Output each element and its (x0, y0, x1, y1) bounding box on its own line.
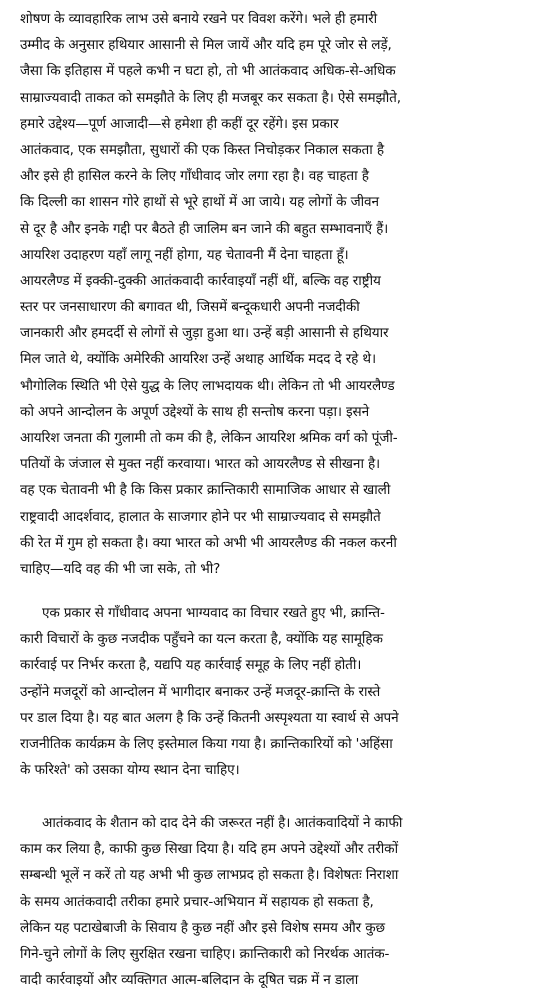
text-line: को अपने आन्दोलन के अपूर्ण उद्देश्यों के साथ ही सन्तोष करना पड़ा। इसने (20, 403, 369, 420)
text-line: आतंकवाद, एक समझौता, सुधारों की एक किस्त निचोड़कर निकाल सकता है (20, 141, 384, 158)
text-line: चाहिए—यदि वह की भी जा सके, तो भी? (20, 560, 221, 577)
text-line: सम्बन्धी भूलें न करें तो यह अभी भी कुछ लाभप्रद हो सकता है। विशेषतः निराशा (20, 867, 399, 884)
text-line: भौगोलिक स्थिति भी ऐसे युद्ध के लिए लाभदायक थी। लेकिन तो भी आयरलैण्ड (20, 377, 395, 394)
text-line: काम कर लिया है, काफी कुछ सिखा दिया है। यदि हम अपने उद्देश्यों और तरीकों (20, 841, 398, 858)
text-line: आयरिश जनता की गुलामी तो कम की है, लेकिन आयरिश श्रमिक वर्ग को पूंजी- (20, 430, 398, 446)
text-line: लेकिन यह पटाखेबाजी के सिवाय है कुछ नहीं और इसे विशेष समय और कुछ (20, 919, 385, 936)
text-line: मिल जाते थे, क्योंकि अमेरिकी आयरिश उन्हें अथाह आर्थिक मदद दे रहे थे। (20, 351, 376, 368)
text-line: वह एक चेतावनी भी है कि किस प्रकार क्रान्तिकारी सामाजिक आधार से खाली (20, 482, 391, 499)
text-line: गिने-चुने लोगों के लिए सुरक्षित रखना चाहिए। क्रान्तिकारी को निरर्थक आतंक- (20, 945, 390, 962)
text-line: राजनीतिक कार्यक्रम के लिए इस्तेमाल किया गया है। क्रान्तिकारियों को 'अहिंसा (20, 735, 393, 752)
text-line: और इसे ही हासिल करने के लिए गाँधीवाद जोर लगा रहा है। वह चाहता है (20, 168, 369, 185)
text-line: उन्होंने मजदूरों को आन्दोलन में भागीदार बनाकर उन्हें मजदूर-क्रान्ति के रास्ते (20, 683, 381, 700)
text-line: राष्ट्रवादी आदर्शवाद, हालात के साजगार होने पर भी साम्राज्यवाद से समझौते (20, 508, 381, 525)
text-line: शोषण के व्यावहारिक लाभ उसे बनाये रखने पर विवश करेंगे। भले ही हमारी (20, 11, 378, 27)
text-line: के फरिश्ते' को उसका योग्य स्थान देना चाहिए। (20, 762, 240, 779)
text-line: कार्रवाई पर निर्भर करता है, यद्यपि यह कार्रवाई समूह के लिए नहीं होती। (20, 657, 362, 674)
text-line: के समय आतंकवादी तरीका हमारे प्रचार-अभियान में सहायक हो सकता है, (20, 893, 374, 910)
text-line: आयरिश उदाहरण यहाँ लागू नहीं होगा, यह चेतावनी मैं देना चाहता हूँ। (20, 246, 349, 263)
paragraph-3 (20, 810, 532, 993)
text-line: कि दिल्ली का शासन गोरे हाथों से भूरे हाथों में आ जाये। यह लोगों के जीवन (20, 194, 379, 211)
paragraph-1 (20, 6, 532, 582)
text-line: कारी विचारों के कुछ नजदीक पहुँचने का यत्न करता है, क्योंकि यह सामूहिक (20, 631, 383, 648)
text-line: जैसा कि इतिहास में पहले कभी न घटा हो, तो भी आतंकवाद अधिक-से-अधिक (20, 63, 396, 80)
text-line: साम्राज्यवादी ताकत को समझौते के लिए ही मजबूर कर सकता है। ऐसे समझौते, (20, 89, 401, 106)
text-line: एक प्रकार से गाँधीवाद अपना भाग्यवाद का विचार रखते हुए भी, क्रान्ति- (42, 605, 385, 621)
text-line: उम्मीद के अनुसार हथियार आसानी से मिल जायें और यदि हम पूरे जोर से लड़ें, (20, 37, 392, 54)
text-line: आतंकवाद के शैतान को दाद देने की जरूरत नहीं है। आतंकवादियों ने काफी (42, 815, 403, 831)
text-line: पतियों के जंजाल से मुक्त नहीं करवाया। भारत को आयरलैण्ड से सीखना है। (20, 456, 381, 473)
text-line: की रेत में गुम हो सकता है। क्या भारत को अभी भी आयरलैण्ड की नकल करनी (20, 534, 397, 551)
text-line: आयरलैण्ड में इक्की-दुक्की आतंकवादी कार्रवाइयाँ नहीं थीं, बल्कि वह राष्ट्रीय (20, 272, 381, 289)
text-line: स्तर पर जनसाधारण की बगावत थी, जिसमें बन्दूकधारी अपनी नजदीकी (20, 299, 360, 316)
text-line: हमारे उद्देश्य—पूर्ण आजादी—से हमेशा ही कहीं दूर रहेंगे। इस प्रकार (20, 115, 339, 132)
text-line: से दूर है और इनके गद्दी पर बैठते ही जालिम बन जाने की बहुत सम्भावनाएँ हैं। (20, 220, 389, 237)
text-line: वादी कार्रवाइयों और व्यक्तिगत आत्म-बलिदान के दूषित चक्र में न डाला (20, 972, 359, 989)
text-line: जानकारी और हमदर्दी से लोगों से जुड़ा हुआ था। उन्हें बड़ी आसानी से हथियार (20, 325, 389, 342)
paragraph-2 (20, 600, 532, 783)
text-line: पर डाल दिया है। यह बात अलग है कि उन्हें कितनी अस्पृश्यता या स्वार्थ से अपने (20, 709, 399, 726)
